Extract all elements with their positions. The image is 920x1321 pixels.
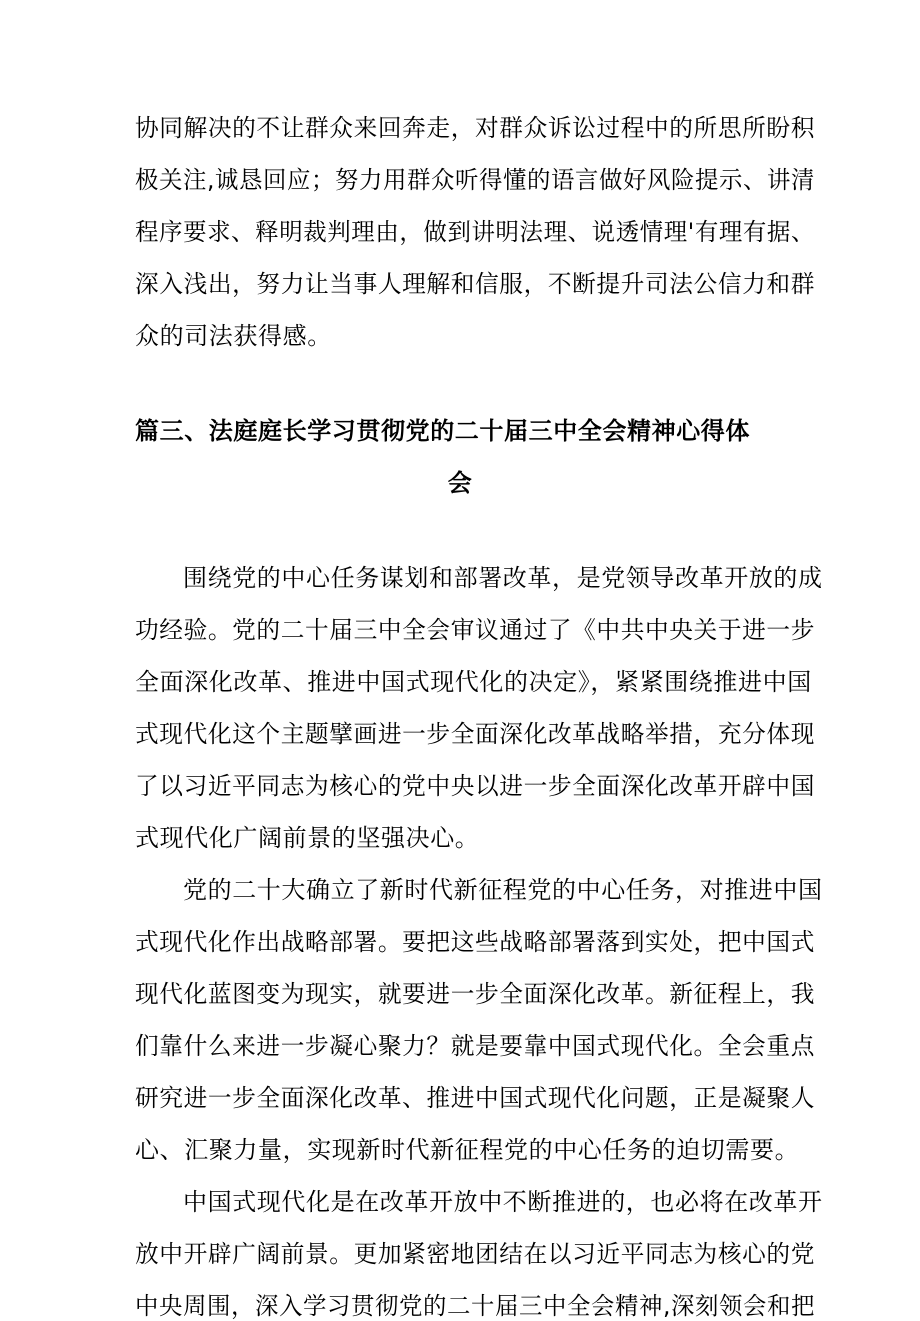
paragraph-line: 中央周围，深入学习贯彻党的二十届三中全会精神,深刻领会和把 xyxy=(135,1292,815,1320)
paragraph-line: 党的二十大确立了新时代新征程党的中心任务，对推进中国 xyxy=(183,876,823,904)
paragraph-line: 式现代化这个主题擘画进一步全面深化改革战略举措，充分体现 xyxy=(135,720,815,748)
paragraph-line: 深入浅出，努力让当事人理解和信服，不断提升司法公信力和群 xyxy=(135,270,815,298)
paragraph-line: 极关注,诚恳回应；努力用群众听得懂的语言做好风险提示、讲清 xyxy=(135,166,815,194)
paragraph-line: 式现代化广阔前景的坚强决心。 xyxy=(135,824,480,852)
section-title: 篇三、法庭庭长学习贯彻党的二十届三中全会精神心得体 xyxy=(135,417,750,445)
paragraph-line: 功经验。党的二十届三中全会审议通过了《中共中央关于进一步 xyxy=(135,616,815,644)
paragraph-line: 协同解决的不让群众来回奔走，对群众诉讼过程中的所思所盼积 xyxy=(135,114,815,142)
paragraph-line: 了以习近平同志为核心的党中央以进一步全面深化改革开辟中国 xyxy=(135,772,815,800)
paragraph-line: 众的司法获得感。 xyxy=(135,322,332,350)
paragraph-line: 放中开辟广阔前景。更加紧密地团结在以习近平同志为核心的党 xyxy=(135,1240,815,1268)
paragraph-line: 围绕党的中心任务谋划和部署改革，是党领导改革开放的成 xyxy=(183,564,823,592)
paragraph-line: 们靠什么来进一步凝心聚力？就是要靠中国式现代化。全会重点 xyxy=(135,1032,815,1060)
section-title-continuation: 会 xyxy=(447,469,473,497)
paragraph-line: 心、汇聚力量，实现新时代新征程党的中心任务的迫切需要。 xyxy=(135,1136,800,1164)
paragraph-line: 程序要求、释明裁判理由，做到讲明法理、说透情理'有理有据、 xyxy=(135,218,815,246)
paragraph-line: 研究进一步全面深化改革、推进中国式现代化问题，正是凝聚人 xyxy=(135,1084,815,1112)
paragraph-line: 式现代化作出战略部署。要把这些战略部署落到实处，把中国式 xyxy=(135,928,815,956)
paragraph-line: 现代化蓝图变为现实，就要进一步全面深化改革。新征程上，我 xyxy=(135,980,815,1008)
paragraph-line: 全面深化改革、推进中国式现代化的决定》，紧紧围绕推进中国 xyxy=(135,668,812,696)
paragraph-line: 中国式现代化是在改革开放中不断推进的，也必将在改革开 xyxy=(183,1188,823,1216)
